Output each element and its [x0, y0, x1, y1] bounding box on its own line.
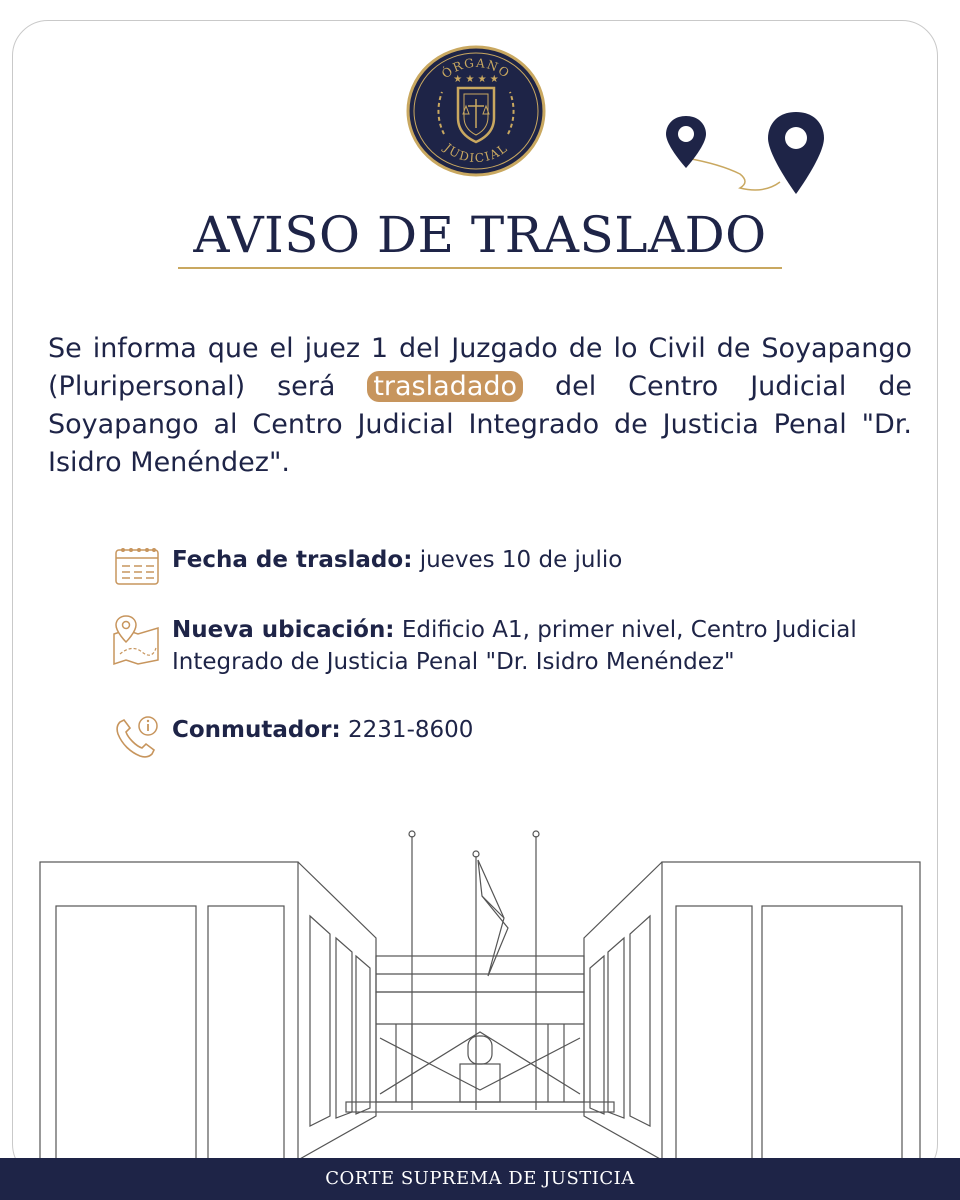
fecha-label: Fecha de traslado: [172, 547, 413, 573]
title-underline [178, 267, 782, 269]
map-location-icon [112, 614, 162, 666]
intro-text-before: Se informa que el juez 1 del Juzgado de lo Civil de Soyapango (Pluripersonal) será [48, 333, 912, 402]
footer-bar: CORTE SUPREMA DE JUSTICIA [0, 1158, 960, 1200]
page-title: AVISO DE TRASLADO [193, 206, 767, 264]
ubicacion-label: Nueva ubicación: [172, 617, 395, 643]
conmutador-value: 2231-8600 [340, 717, 474, 743]
organo-judicial-seal [404, 44, 548, 178]
fecha-value: jueves 10 de julio [412, 547, 623, 573]
location-pins-icon [660, 112, 830, 202]
svg-text:★ ★ ★ ★: ★ ★ ★ ★ [453, 74, 499, 85]
courthouse-illustration [36, 826, 924, 1160]
conmutador-label: Conmutador: [172, 717, 341, 743]
fecha-row [112, 544, 912, 588]
ubicacion-value: Edificio A1, primer nivel, Centro Judicial Integrado de Justicia Penal "Dr. Isidro Menéndez" [172, 617, 857, 675]
svg-text:JUDICIAL: JUDICIAL [441, 140, 511, 166]
intro-paragraph [48, 330, 912, 482]
intro-text-after: del Centro Judicial de Soyapango al Centro Judicial Integrado de Justicia Penal "Dr. Isidro Menéndez". [48, 371, 912, 478]
svg-text:ÓRGANO: ÓRGANO [439, 55, 513, 82]
ubicacion-row [112, 614, 912, 678]
highlight-badge: trasladado [367, 371, 523, 402]
conmutador-row [112, 714, 912, 758]
calendar-icon [112, 544, 162, 588]
phone-info-icon [112, 714, 162, 758]
